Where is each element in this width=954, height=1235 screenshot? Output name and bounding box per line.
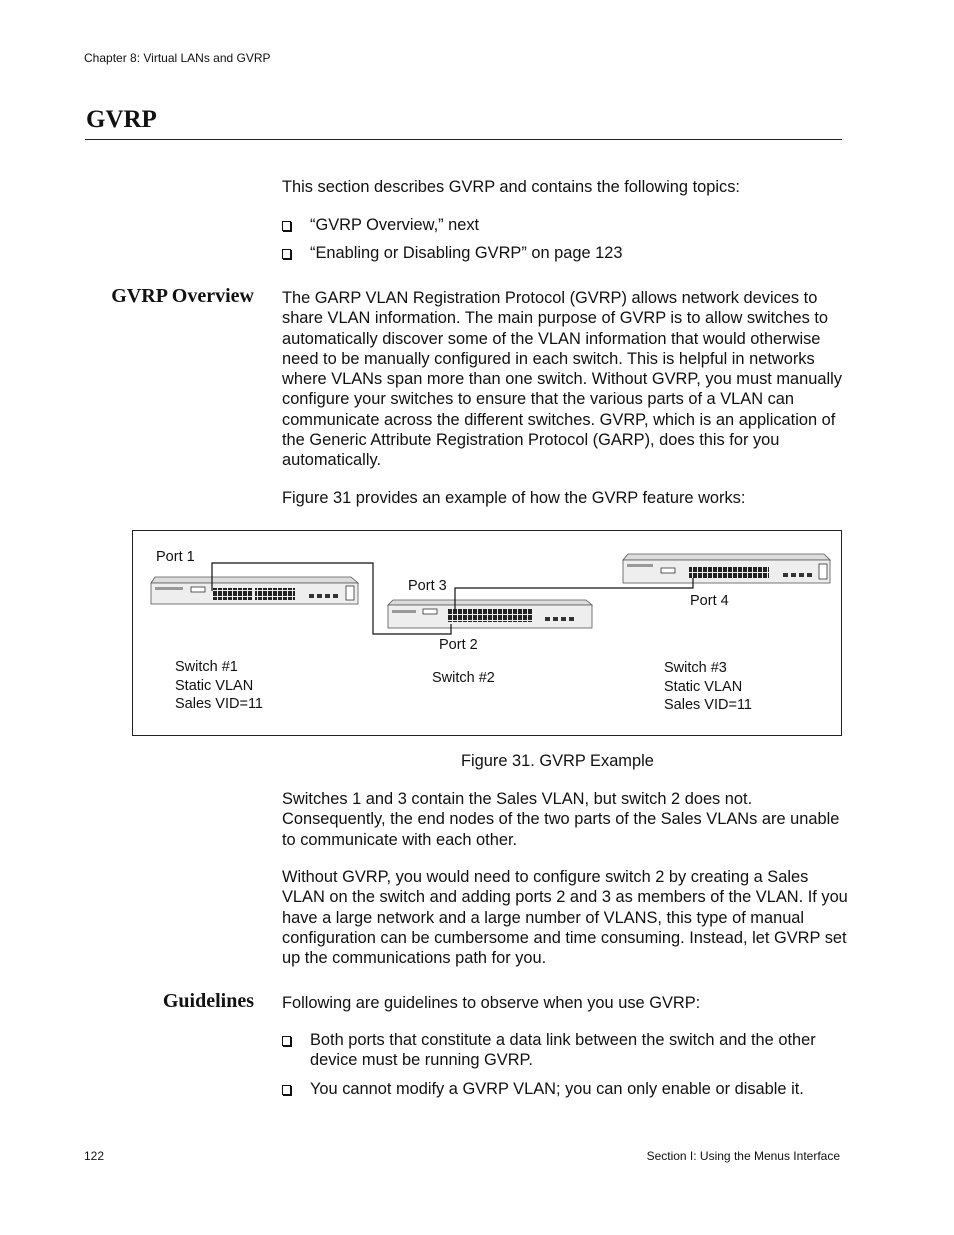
checkbox-bullet-icon	[282, 221, 291, 231]
intro-bullet	[282, 243, 852, 264]
checkbox-bullet-icon	[282, 1085, 291, 1095]
switch-3-line: Switch #3	[664, 660, 727, 676]
page-number: 122	[84, 1149, 105, 1163]
guidelines-intro: Following are guidelines to observe when you use GVRP:	[282, 994, 701, 1012]
switch-3-label	[664, 659, 752, 715]
port-4-label: Port 4	[690, 593, 729, 609]
guideline-text: Both ports that constitute a data link between the switch and the other device must be running GVRP.	[310, 1031, 816, 1070]
port-1-label: Port 1	[156, 549, 195, 565]
figure-caption: Figure 31. GVRP Example	[461, 752, 654, 770]
switch-3-line: Sales VID=11	[664, 697, 752, 713]
switch-1-line: Static VLAN	[175, 677, 254, 694]
switch-2-icon	[388, 600, 592, 628]
bullet-link-text[interactable]: “GVRP Overview,” next	[310, 216, 480, 234]
port-3-label: Port 3	[408, 578, 447, 594]
switch-1-icon	[151, 577, 358, 604]
switch-3-icon	[623, 554, 830, 583]
switch-1-label	[175, 658, 263, 714]
section-title: GVRP	[86, 106, 157, 133]
body-paragraph: Switches 1 and 3 contain the Sales VLAN, but switch 2 does not. Consequently, the end nodes of the two parts of the Sales VLANs are unable to communicate with each other.	[282, 790, 840, 849]
guideline-bullet	[282, 1030, 852, 1072]
checkbox-bullet-icon	[282, 1036, 291, 1046]
guideline-text: You cannot modify a GVRP VLAN; you can only enable or disable it.	[310, 1080, 804, 1098]
running-header: Chapter 8: Virtual LANs and GVRP	[84, 51, 271, 65]
checkbox-bullet-icon	[282, 249, 291, 259]
gvrp-figure	[132, 530, 842, 736]
switch-1-line: Sales VID=11	[175, 696, 263, 712]
intro-text: This section describes GVRP and contains the following topics:	[282, 178, 740, 196]
switch-3-line: Static VLAN	[664, 678, 743, 695]
bullet-link-text[interactable]: “Enabling or Disabling GVRP” on page 123	[310, 244, 623, 262]
intro-bullet	[282, 215, 852, 236]
body-paragraph: Without GVRP, you would need to configure switch 2 by creating a Sales VLAN on the switch and adding ports 2 and 3 as members of the VLAN. If you have a large network and a large number of VLANS, this type of manual configuration can be cumbersome and time consuming. Instead, let GVRP set up the communications path for you.	[282, 868, 848, 968]
switch-1-line: Switch #1	[175, 659, 238, 675]
guideline-bullet	[282, 1079, 852, 1100]
title-rule	[85, 139, 842, 140]
figure-intro-text: Figure 31 provides an example of how the GVRP feature works:	[282, 489, 746, 507]
subheading-gvrp-overview: GVRP Overview	[111, 285, 254, 307]
switch-2-label: Switch #2	[432, 670, 495, 686]
overview-paragraph: The GARP VLAN Registration Protocol (GVRP) allows network devices to share VLAN information. The main purpose of GVRP is to allow switches to automatically discover some of the VLAN information that would otherwise need to be manually configured in each switch. This is helpful in networks where VLANs span more than one switch. Without GVRP, you must manually configure your switches to ensure that the various parts of a VLAN can communicate across the different switches. GVRP, which is an application of the Generic Attribute Registration Protocol (GARP), does this for you automatically.	[282, 289, 842, 470]
subheading-guidelines: Guidelines	[162, 990, 254, 1012]
running-footer: Section I: Using the Menus Interface	[646, 1149, 840, 1163]
port-2-label: Port 2	[439, 637, 478, 653]
